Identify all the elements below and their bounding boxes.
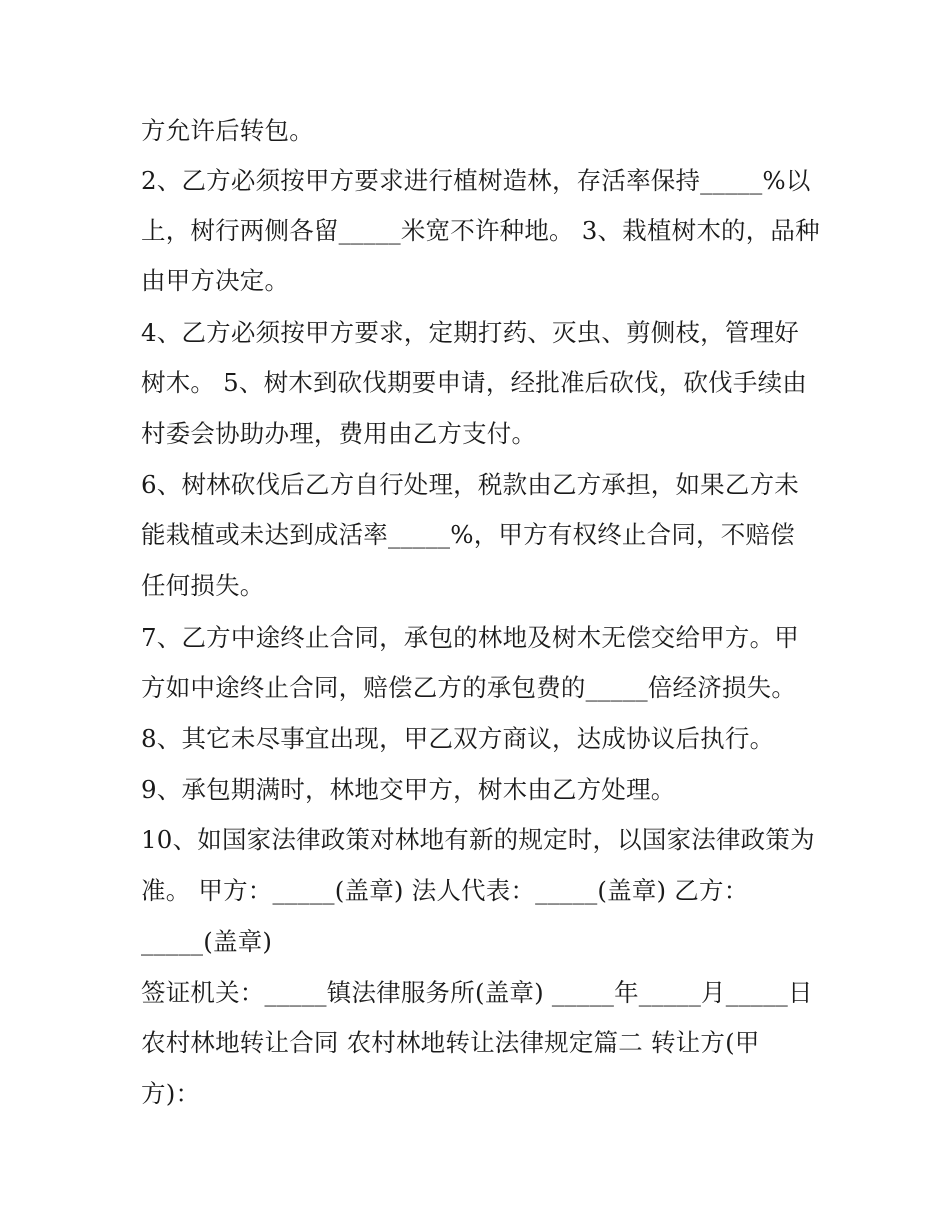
text-line: 农村林地转让合同 农村林地转让法律规定篇二 转让方(甲 [141,1028,760,1057]
text-line: 能栽植或未达到成活率_____%，甲方有权终止合同，不赔偿 [141,520,795,549]
text-line: 9、承包期满时，林地交甲方，树木由乙方处理。 [141,775,676,804]
text-line: _____(盖章) [141,927,273,956]
text-line: 树木。 5、树木到砍伐期要申请，经批准后砍伐，砍伐手续由 [141,368,807,397]
text-line: 准。 甲方：_____(盖章) 法人代表：_____(盖章) 乙方： [141,876,749,905]
text-line: 方如中途终止合同，赔偿乙方的承包费的_____倍经济损失。 [141,673,797,702]
text-line: 村委会协助办理，费用由乙方支付。 [141,419,537,448]
text-line: 由甲方决定。 [141,266,290,295]
text-line: 签证机关：_____镇法律服务所(盖章) _____年_____月_____日 [141,978,813,1007]
text-line: 10、如国家法律政策对林地有新的规定时，以国家法律政策为 [141,825,815,854]
text-line: 方允许后转包。 [141,116,314,145]
text-line: 方)： [141,1079,201,1108]
text-line: 6、树林砍伐后乙方自行处理，税款由乙方承担，如果乙方未 [141,470,799,499]
text-line: 任何损失。 [141,571,265,600]
text-line: 上，树行两侧各留_____米宽不许种地。 3、栽植树木的，品种 [141,216,820,245]
text-line: 4、乙方必须按甲方要求，定期打药、灭虫、剪侧枝，管理好 [141,318,799,347]
text-line: 2、乙方必须按甲方要求进行植树造林，存活率保持_____%以 [141,166,811,195]
text-line: 7、乙方中途终止合同，承包的林地及树木无偿交给甲方。甲 [141,623,799,652]
text-line: 8、其它未尽事宜出现，甲乙双方商议，达成协议后执行。 [141,724,775,753]
